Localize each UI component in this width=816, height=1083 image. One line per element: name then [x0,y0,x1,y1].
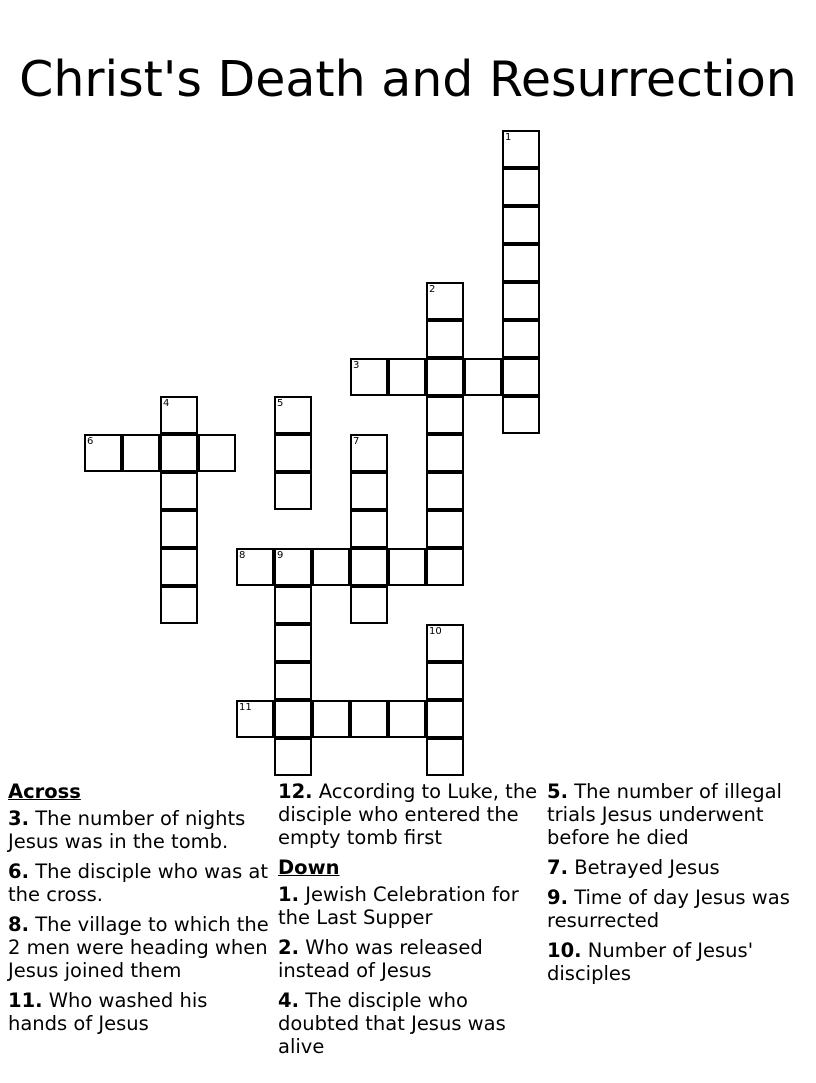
grid-cell [426,510,464,548]
grid-cell [312,700,350,738]
grid-cell [236,548,274,586]
down-heading: Down [278,856,340,879]
grid-cell [198,434,236,472]
grid-cell [388,700,426,738]
grid-cell [312,548,350,586]
grid-cell [160,548,198,586]
grid-cell [426,282,464,320]
grid-cell [236,700,274,738]
clues-column-1 [8,780,270,1042]
grid-cell [274,624,312,662]
grid-cell [426,700,464,738]
clue-down-9: 9. Time of day Jesus was resurrected [547,886,790,932]
clues-column-3 [547,780,809,992]
grid-cell [502,358,540,396]
grid-cell [502,206,540,244]
grid-cell [350,358,388,396]
grid-cell [84,434,122,472]
clue-number: 7 [353,436,360,447]
grid-cell [160,472,198,510]
clue-number: 3 [353,360,360,371]
grid-cell [426,472,464,510]
grid-cell [274,700,312,738]
grid-cell [274,472,312,510]
clue-down-7: 7. Betrayed Jesus [547,856,720,879]
grid-cell [160,510,198,548]
grid-cell [350,434,388,472]
grid-cell [502,130,540,168]
clue-number: 6 [87,436,94,447]
grid-cell [502,396,540,434]
grid-cell [122,434,160,472]
puzzle-title: Christ's Death and Resurrection [19,51,797,108]
grid-cell [350,586,388,624]
across-heading: Across [8,780,81,803]
grid-cell [274,396,312,434]
clue-number: 9 [277,550,284,561]
grid-cell [426,358,464,396]
grid-cell [274,548,312,586]
grid-cell [426,662,464,700]
grid-cell [426,396,464,434]
clue-down-4: 4. The disciple who doubted that Jesus was alive [278,989,506,1058]
grid-cell [274,586,312,624]
grid-cell [350,472,388,510]
grid-cell [350,548,388,586]
clue-across-3: 3. The number of nights Jesus was in the tomb. [8,807,246,853]
clue-number: 10 [429,626,442,637]
grid-cell [274,434,312,472]
grid-cell [274,738,312,776]
clue-down-2: 2. Who was released instead of Jesus [278,936,483,982]
grid-cell [274,662,312,700]
grid-cell [388,548,426,586]
grid-cell [388,358,426,396]
clue-number: 4 [163,398,170,409]
clues-column-2 [278,780,540,1065]
clue-across-12: 12. According to Luke, the disciple who entered the empty tomb first [278,780,538,849]
grid-cell [502,244,540,282]
grid-cell [464,358,502,396]
clue-number: 11 [239,702,252,713]
clue-number: 2 [429,284,436,295]
clue-down-10: 10. Number of Jesus' disciples [547,939,754,985]
clue-across-11: 11. Who washed his hands of Jesus [8,989,208,1035]
grid-cell [502,320,540,358]
grid-cell [502,282,540,320]
grid-cell [502,168,540,206]
grid-cell [160,434,198,472]
clue-across-8: 8. The village to which the 2 men were heading when Jesus joined them [8,913,269,982]
grid-cell [160,396,198,434]
grid-cell [350,700,388,738]
clue-across-6: 6. The disciple who was at the cross. [8,860,269,906]
grid-cell [426,738,464,776]
clue-down-1: 1. Jewish Celebration for the Last Supper [278,883,519,929]
grid-cell [426,624,464,662]
clue-down-5: 5. The number of illegal trials Jesus underwent before he died [547,780,782,849]
grid-cell [426,320,464,358]
grid-cell [426,548,464,586]
grid-cell [160,586,198,624]
grid-cell [350,510,388,548]
clue-number: 8 [239,550,246,561]
grid-cell [426,434,464,472]
clue-number: 5 [277,398,284,409]
clue-number: 1 [505,132,512,143]
